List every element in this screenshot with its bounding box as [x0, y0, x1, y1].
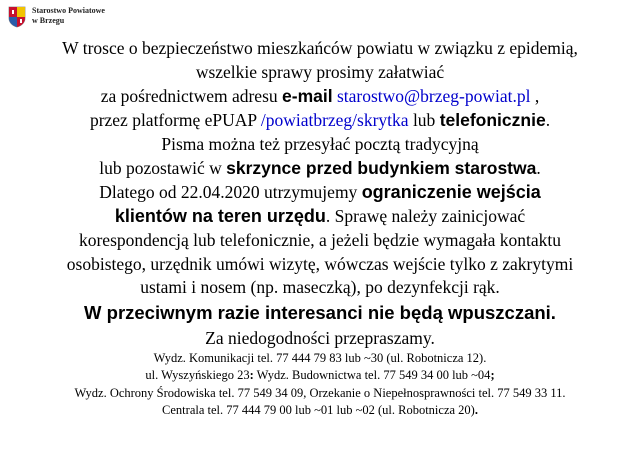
- notice-line-5: Pisma można też przesyłać pocztą tradycyjną: [161, 134, 479, 154]
- notice-line-3: [0, 84, 640, 108]
- notice-line-10: osobistego, urzędnik umówi wizytę, wówczas wejście tylko z zakrytymi: [66, 254, 574, 274]
- org-name-line2: w Brzegu: [32, 16, 65, 25]
- contact-line-2-semicolon: ;: [490, 368, 495, 382]
- organization-name: [32, 6, 105, 26]
- mailbox-location: skrzynce przed budynkiem starostwa: [226, 158, 537, 178]
- notice-line-1: W trosce o bezpieczeństwo mieszkańców powiatu w związku z epidemią,: [62, 38, 578, 58]
- contact-line-1: Wydz. Komunikacji tel. 77 444 79 83 lub ~30 (ul. Robotnicza 12).: [153, 350, 487, 365]
- construction-dept-phone: Wydz. Budownictwa tel. 77 549 34 00 lub ~04: [253, 368, 491, 382]
- date-intro-text: Dlatego od 22.04.2020 utrzymujemy: [99, 182, 362, 202]
- org-name-line1: Starostwo Powiatowe: [32, 6, 105, 15]
- epuap-intro-text: przez platformę ePUAP: [89, 110, 261, 130]
- procedure-intro-text: . Sprawę należy zainicjować: [325, 206, 526, 226]
- epuap-or-text: lub: [408, 110, 440, 130]
- email-link[interactable]: starostwo@brzeg-powiat.pl: [332, 86, 531, 106]
- email-label: e-mail: [282, 86, 333, 106]
- email-trailing-comma: ,: [530, 86, 540, 106]
- notice-line-4: [0, 108, 640, 132]
- notice-line-6: [0, 156, 640, 180]
- email-intro-text: za pośrednictwem adresu: [100, 86, 283, 106]
- phone-label: telefonicznie: [439, 110, 546, 130]
- epuap-link[interactable]: /powiatbrzeg/skrytka: [260, 110, 409, 130]
- notice-line-2: wszelkie sprawy prosimy załatwiać: [195, 62, 445, 82]
- line6-period: .: [536, 158, 541, 178]
- notice-line-9: korespondencją lub telefonicznie, a jeżeli będzie wymagała kontaktu: [78, 230, 562, 250]
- line4-period: .: [545, 110, 551, 130]
- building-address: ul. Wyszyńskiego 23: [145, 368, 250, 382]
- notice-line-8: [0, 204, 640, 228]
- contact-line-2: [0, 367, 640, 385]
- restriction-label: ograniczenie wejścia: [361, 182, 541, 202]
- contact-line-3: Wydz. Ochrony Środowiska tel. 77 549 34 09, Orzekanie o Niepełnosprawności tel. 77 549 33 11.: [74, 385, 566, 400]
- contact-line-4: [0, 402, 640, 420]
- restriction-scope: klientów na teren urzędu: [114, 206, 326, 226]
- apology-text: Za niedogodności przepraszamy.: [205, 327, 435, 348]
- notice-line-7: [0, 180, 640, 204]
- contact-line-4-period: .: [474, 403, 478, 417]
- notice-line-11: ustami i nosem (np. maseczką), po dezynfekcji rąk.: [140, 277, 500, 297]
- entry-warning: W przeciwnym razie interesanci nie będą wpuszczani.: [84, 301, 556, 323]
- central-phone: Centrala tel. 77 444 79 00 lub ~01 lub ~02 (ul. Robotnicza 20): [162, 403, 475, 417]
- notice-body: [0, 36, 640, 420]
- header: [8, 4, 105, 38]
- mailbox-intro-text: lub pozostawić w: [99, 158, 227, 178]
- coat-of-arms-icon: [8, 6, 26, 28]
- building-address-colon: :: [249, 368, 254, 382]
